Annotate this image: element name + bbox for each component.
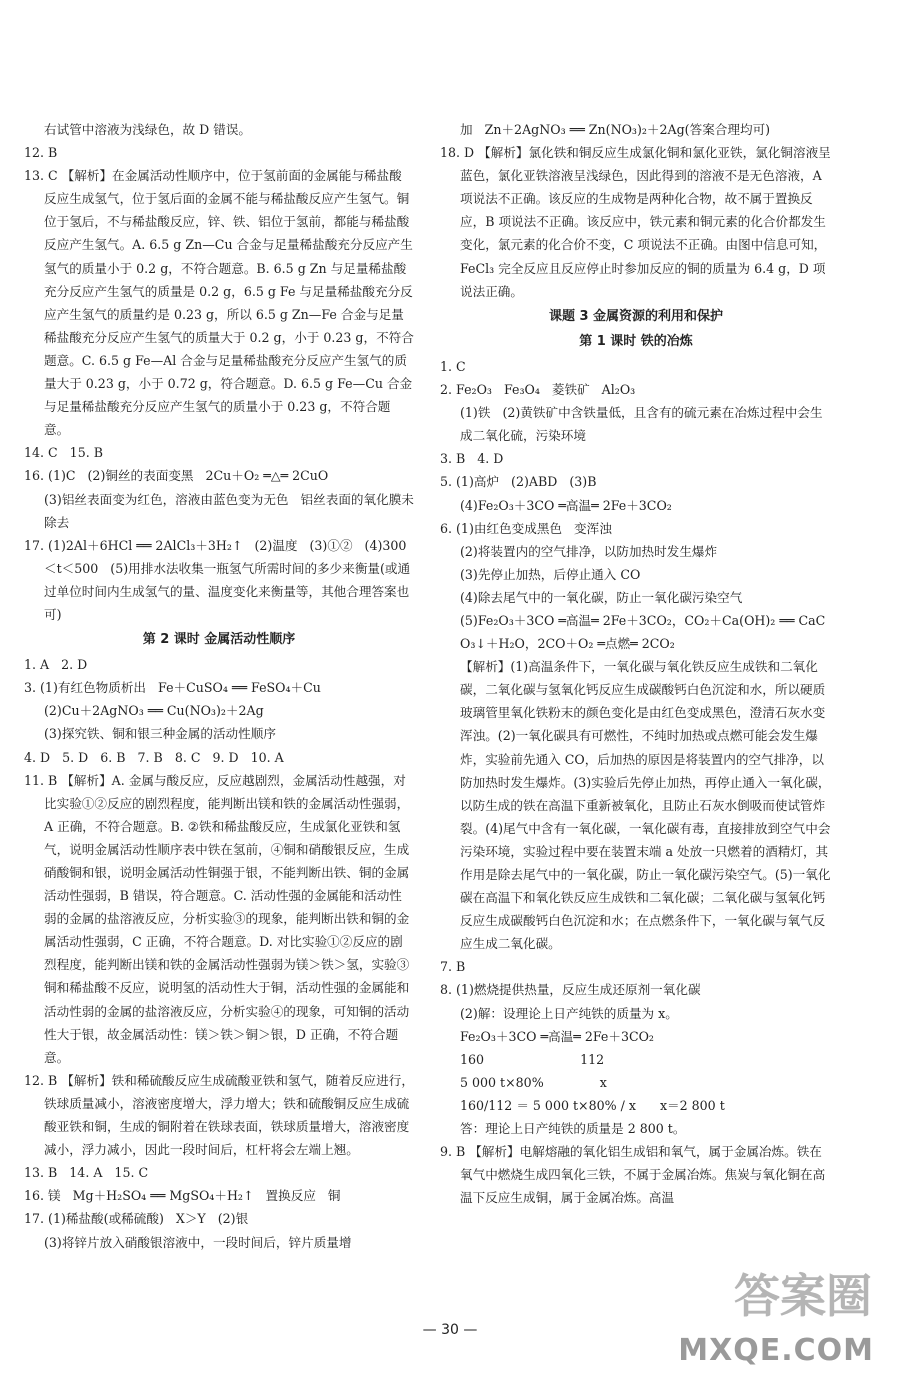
answer-paragraph: (2)解：设理论上日产纯铁的质量为 x。 [460, 1005, 678, 1021]
answer-paragraph: 13. B 14. A 15. C [24, 1165, 149, 1181]
answer-paragraph: 答：理论上日产纯铁的质量是 2 800 t。 [460, 1121, 686, 1137]
left-column [24, 118, 414, 1254]
answer-paragraph: 12. B [24, 145, 58, 161]
right-column [440, 118, 832, 1209]
answer-paragraph: 9. B 【解析】电解熔融的氧化铝生成铝和氧气，属于金属冶炼。铁在氧气中燃烧生成四氧化三铁，不属于金属冶炼。焦炭与氧化铜在高温下反应生成铜，属于金属冶炼。高温 [440, 1144, 826, 1206]
answer-paragraph: 18. D 【解析】氯化铁和铜反应生成氯化铜和氯化亚铁，氯化铜溶液呈蓝色，氯化亚铁溶液呈浅绿色，因此得到的溶液不是无色溶液，A 项说法不正确。该反应的生成物是两种化合物，故不属于置换反应，B 项说法不正确。该反应中，铁元素和铜元素的化合价都发生变化，氯元素的化合价不变，C 项说法不正确。由图中信息可知，FeCl₃ 完全反应且反应停止时参加反应的铜的质量为 6.4 g，D 项说法正确。 [440, 145, 831, 299]
answer-paragraph: (4)Fe₂O₃＋3CO ═高温═ 2Fe＋3CO₂ [460, 497, 672, 513]
answer-paragraph: 6. (1)由红色变成黑色 变浑浊 [440, 520, 612, 536]
answer-paragraph: 1. C [440, 358, 466, 374]
answer-paragraph: (4)除去尾气中的一氧化碳，防止一氧化碳污染空气 [460, 589, 743, 605]
answer-paragraph: 右试管中溶液为浅绿色，故 D 错误。 [44, 122, 252, 137]
answer-paragraph: 7. B [440, 959, 466, 975]
answer-paragraph: 16. 镁 Mg＋H₂SO₄ ══ MgSO₄＋H₂↑ 置换反应 铜 [24, 1188, 341, 1204]
answer-paragraph: 【解析】(1)高温条件下，一氧化碳与氧化铁反应生成铁和二氧化碳，二氧化碳与氢氧化钙反应生成碳酸钙白色沉淀和水，所以硬质玻璃管里氧化铁粉末的颜色变化是由红色变成黑色，澄清石灰水变浑浊。(2)一氧化碳具有可燃性，不纯时加热或点燃可能会发生爆炸，实验前先通入 CO，后加热的原因是将装置内的空气排净，以防加热时发生爆炸。(3)实验后先停止加热，再停止通入一氧化碳，以防生成的铁在高温下重新被氧化，且防止石灰水倒吸而使试管炸裂。(4)尾气中含有一氧化碳，一氧化碳有毒，直接排放到空气中会污染环境，实验过程中要在装置末端 a 处放一只燃着的酒精灯，其作用是除去尾气中的一氧化碳，防止一氧化碳污染空气。(5)一氧化碳在高温下和氧化铁反应生成铁和二氧化碳；二氧化碳与氢氧化钙反应生成碳酸钙白色沉淀和水；在点燃条件下，一氧化碳与氧气反应生成二氧化碳。 [460, 659, 831, 952]
watermark-text: MXQE.COM [678, 1333, 874, 1368]
section-heading: 课题 3 金属资源的利用和保护 [548, 308, 724, 324]
answer-paragraph: (2)Cu＋2AgNO₃ ══ Cu(NO₃)₂＋2Ag [44, 703, 264, 719]
answer-paragraph: 3. (1)有红色物质析出 Fe＋CuSO₄ ══ FeSO₄＋Cu [24, 680, 321, 696]
section-heading: 第 2 课时 金属活动性顺序 [142, 632, 296, 648]
answer-paragraph: 5. (1)高炉 (2)ABD (3)B [440, 474, 597, 490]
page-number: — 30 — [422, 1322, 478, 1338]
answer-paragraph: 13. C 【解析】在金属活动性顺序中，位于氢前面的金属能与稀盐酸反应生成氢气，位于氢后面的金属不能与稀盐酸反应产生氢气。铜位于氢后，不与稀盐酸反应，锌、铁、铝位于氢前，都能与稀盐酸反应产生氢气。A. 6.5 g Zn—Cu 合金与足量稀盐酸充分反应产生氢气的质量小于 0.2 g，不符合题意。B. 6.5 g Zn 与足量稀盐酸充分反应产生氢气的质量是 0.2 g，6.5 g Fe 与足量稀盐酸充分反应产生氢气的质量约是 0.23 g，所以 6.5 g Zn—Fe 合金与足量稀盐酸充分反应产生氢气的质量大于 0.2 g，小于 0.23 g，不符合题意。C. 6.5 g Fe—Al 合金与足量稀盐酸充分反应产生氢气的质量大于 0.23 g，小于 0.72 g，符合题意。D. 6.5 g Fe—Cu 合金与足量稀盐酸充分反应产生氢气的质量小于 0.23 g，不符合题意。 [24, 168, 414, 438]
answer-paragraph: 16. (1)C (2)铜丝的表面变黑 2Cu＋O₂ ═△═ 2CuO [24, 468, 329, 484]
answer-paragraph: (3)先停止加热，后停止通入 CO [460, 566, 641, 582]
watermark-logo [678, 1258, 882, 1368]
answer-paragraph: 17. (1)稀盐酸(或稀硫酸) X＞Y (2)银 [24, 1211, 249, 1227]
answer-paragraph: 17. (1)2Al＋6HCl ══ 2AlCl₃＋3H₂↑ (2)温度 (3)①② (4)300＜t＜500 (5)用排水法收集一瓶氢气所需时间的多少来衡量(或通过单位时间内生成氢气的量、温度变化来衡量等，其他合理答案也可) [24, 537, 411, 622]
answer-paragraph: (3)探究铁、铜和银三种金属的活动性顺序 [44, 726, 276, 742]
answer-paragraph: 5 000 t×80% x [460, 1074, 607, 1090]
answer-paragraph: 2. Fe₂O₃ Fe₃O₄ 菱铁矿 Al₂O₃ [440, 382, 636, 398]
answer-paragraph: (5)Fe₂O₃＋3CO ═高温═ 2Fe＋3CO₂，CO₂＋Ca(OH)₂ ══ CaCO₃↓＋H₂O，2CO＋O₂ ═点燃═ 2CO₂ [460, 612, 826, 652]
answer-paragraph: (3)将锌片放入硝酸银溶液中，一段时间后，锌片质量增 [44, 1234, 352, 1250]
answer-paragraph: (2)将装置内的空气排净，以防加热时发生爆炸 [460, 543, 718, 559]
answer-paragraph: 4. D 5. D 6. B 7. B 8. C 9. D 10. A [24, 749, 284, 765]
answer-paragraph: 160/112 ＝ 5 000 t×80% / x x＝2 800 t [460, 1097, 725, 1113]
answer-paragraph: Fe₂O₃＋3CO ═高温═ 2Fe＋3CO₂ [460, 1028, 654, 1044]
watermark-glyph: 答案圈 [734, 1269, 872, 1323]
answer-paragraph: (3)铝丝表面变为红色，溶液由蓝色变为无色 铝丝表面的氧化膜未除去 [44, 491, 414, 530]
answer-paragraph: 14. C 15. B [24, 445, 103, 461]
answer-paragraph: 12. B 【解析】铁和稀硫酸反应生成硫酸亚铁和氢气，随着反应进行，铁球质量减小，溶液密度增大，浮力增大；铁和硫酸铜反应生成硫酸亚铁和铜，生成的铜附着在铁球表面，铁球质量增大，溶液密度减小，浮力减小，因此一段时间后，杠杆将会左端上翘。 [24, 1072, 414, 1158]
answer-paragraph: 8. (1)燃烧提供热量，反应生成还原剂一氧化碳 [440, 982, 701, 998]
answer-paragraph: 160 112 [460, 1051, 605, 1067]
answer-paragraph: 加 Zn＋2AgNO₃ ══ Zn(NO₃)₂＋2Ag(答案合理均可) [460, 122, 771, 137]
section-heading: 第 1 课时 铁的冶炼 [579, 333, 693, 349]
answer-paragraph: 3. B 4. D [440, 451, 504, 467]
answer-paragraph: 1. A 2. D [24, 657, 88, 673]
answer-paragraph: (1)铁 (2)黄铁矿中含铁量低，且含有的硫元素在冶炼过程中会生成二氧化硫，污染环境 [460, 405, 823, 444]
answer-paragraph: 11. B 【解析】A. 金属与酸反应，反应越剧烈，金属活动性越强，对比实验①②反应的剧烈程度，能判断出镁和铁的金属活动性强弱，A 正确，不符合题意。B. ②铁和稀盐酸反应，生成氯化亚铁和氢气，说明金属活动性顺序表中铁在氢前，④铜和硝酸银反应，生成硝酸铜和银，说明金属活动性铜强于银，不能判断出铁、铜的金属活动性强弱，B 错误，符合题意。C. 活动性强的金属能和活动性弱的金属的盐溶液反应，分析实验③的现象，能判断出铁和铜的金属活动性强弱，C 正确，不符合题意。D. 对比实验①②反应的剧烈程度，能判断出镁和铁的金属活动性强弱为镁＞铁＞氢，实验③铜和稀盐酸不反应，说明氢的活动性大于铜，活动性强的金属能和活动性弱的金属的盐溶液反应，分析实验④的现象，可知铜的活动性大于银，故金属活动性：镁＞铁＞铜＞银，D 正确，不符合题意。 [24, 772, 410, 1065]
